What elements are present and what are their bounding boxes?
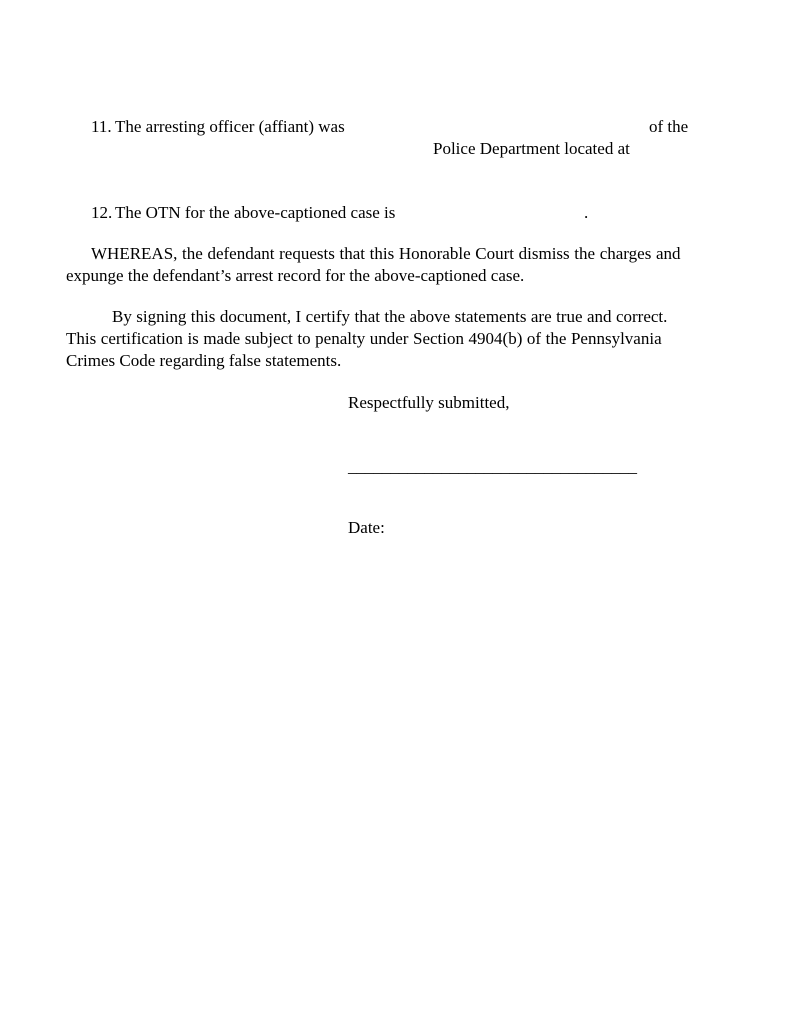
item-12-end: . [584, 203, 589, 222]
date-field[interactable] [394, 517, 644, 539]
respectfully-submitted: Respectfully submitted, [348, 393, 510, 412]
otn-field[interactable] [420, 202, 580, 224]
whereas-line-2: expunge the defendant’s arrest record for the above-captioned case. [66, 266, 525, 285]
certification-line-2: This certification is made subject to penalty under Section 4904(b) of the Pennsylvania [66, 329, 662, 348]
department-location-field[interactable] [91, 160, 691, 182]
item-11-text: The arresting officer (affiant) was [115, 117, 345, 136]
item-11-number: 11. [91, 117, 112, 136]
item-12-text: The OTN for the above-captioned case is [115, 203, 396, 222]
certification-line-3: Crimes Code regarding false statements. [66, 351, 342, 370]
item-11-suffix: of the [649, 117, 689, 136]
item-11-line2: Police Department located at [433, 139, 630, 158]
signature-line[interactable]: __________________________________ [348, 457, 637, 476]
officer-name-field[interactable] [366, 116, 644, 138]
item-12-number: 12. [91, 203, 113, 222]
certification-line-1: By signing this document, I certify that the above statements are true and correct. [112, 307, 668, 326]
department-name-field[interactable] [91, 138, 427, 160]
whereas-line-1: WHEREAS, the defendant requests that this Honorable Court dismiss the charges and [91, 244, 681, 263]
date-label: Date: [348, 518, 385, 537]
